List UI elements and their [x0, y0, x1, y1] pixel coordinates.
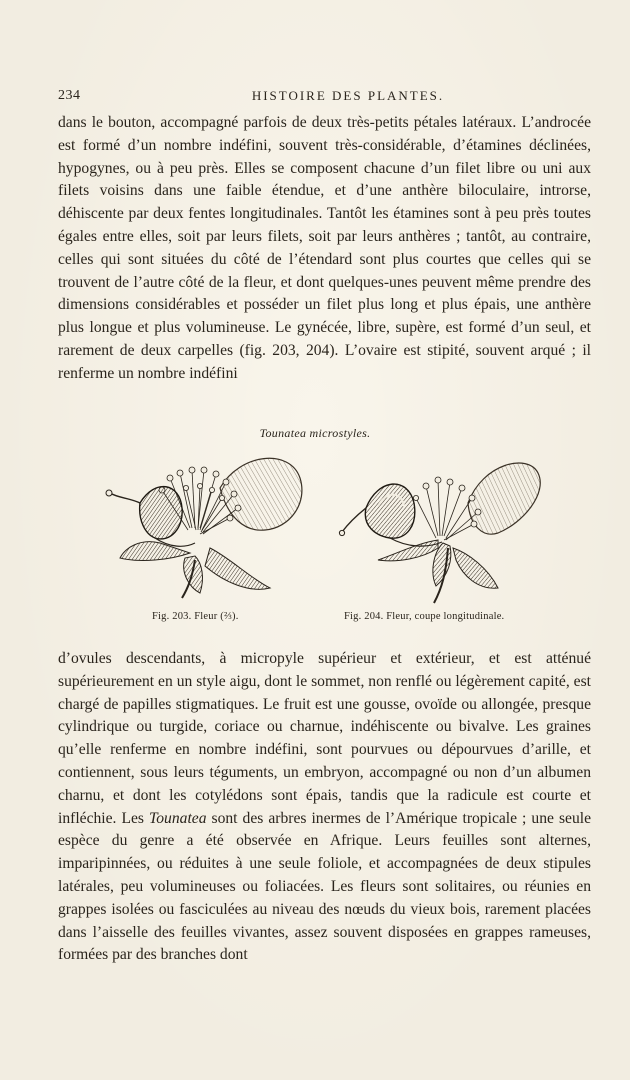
- body-text-top: [58, 112, 591, 386]
- flower-engraving: [100, 448, 310, 608]
- flower-section-illustration: [338, 448, 548, 608]
- flower-section-engraving: [338, 448, 548, 608]
- page-number: 234: [58, 88, 81, 103]
- running-title: HISTOIRE DES PLANTES.: [251, 88, 445, 103]
- paragraph-top: dans le bouton, accompagné parfois de deux très-petits pétales latéraux. L’androcée est formé d’un nombre indéfini, souvent très-considérable, d’étamines déclinées, hypogynes, ou à peu près. Elles se composent chacune d’un filet libre ou uni aux filets voisins dans une faible étendue, et d’une anthère biloculaire, introrse, déhiscente par deux fentes longitudinales. Tantôt les étamines sont à peu près toutes égales entre elles, soit par leurs filets, soit par leurs anthères ; tantôt, au contraire, celles qui sont situées du côté de l’étendard sont plus courtes que celles qui se trouvent de l’autre côté de la fleur, et dont quelques-unes peuvent même prendre des dimensions considérables et posséder un filet plus long et plus épais, une anthère plus longue et plus volumineuse. Le gynécée, libre, supère, est formé d’un seul, et rarement de deux carpelles (fig. 203, 204). L’ovaire est stipité, souvent arqué ; il renferme un nombre indéfini: [58, 114, 591, 382]
- paragraph-bottom: [58, 648, 591, 967]
- running-head: [58, 88, 598, 108]
- body-text-bottom: [58, 648, 591, 967]
- flower-illustration: [100, 448, 310, 608]
- figure-204-caption: Fig. 204. Fleur, coupe longitudinale.: [344, 611, 505, 622]
- figure-title: Tounatea microstyles.: [259, 426, 371, 440]
- figure-203-caption: Fig. 203. Fleur (⅔).: [152, 611, 239, 622]
- genus-name: Tounatea: [149, 809, 207, 827]
- paragraph-bottom-part2: sont des arbres inermes de l’Amérique tropicale ; une seule espèce du genre a été observée en Afrique. Leurs feuilles sont alternes, imparipinnées, ou réduites à une seule foliole, et accompagnées de deux stipules latérales, peu volumineuses ou foliacées. Les fleurs sont solitaires, ou réunies en grappes isolées ou fasciculées au niveau des nœuds du vieux bois, rarement placées dans l’aisselle des feuilles vivantes, assez souvent disposées en grappes rameuses, formées par des branches dont: [58, 809, 591, 964]
- paragraph-bottom-part1: d’ovules descendants, à micropyle supérieur et extérieur, et est atténué supérieurement en un style aigu, dont le sommet, non renflé ou légèrement capité, est chargé de papilles stigmatiques. Le fruit est une gousse, ovoïde ou allongée, presque cylindrique ou turgide, coriace ou charnue, indéhiscente ou bivalve. Les graines qu’elle renferme en nombre indéfini, sont pourvues ou dépourvues d’arille, et contiennent, sous leurs téguments, un embryon, accompagné ou non d’un albumen charnu, et dont les cotylédons sont épais, tandis que la radicule est courte et infléchie. Les: [58, 650, 591, 827]
